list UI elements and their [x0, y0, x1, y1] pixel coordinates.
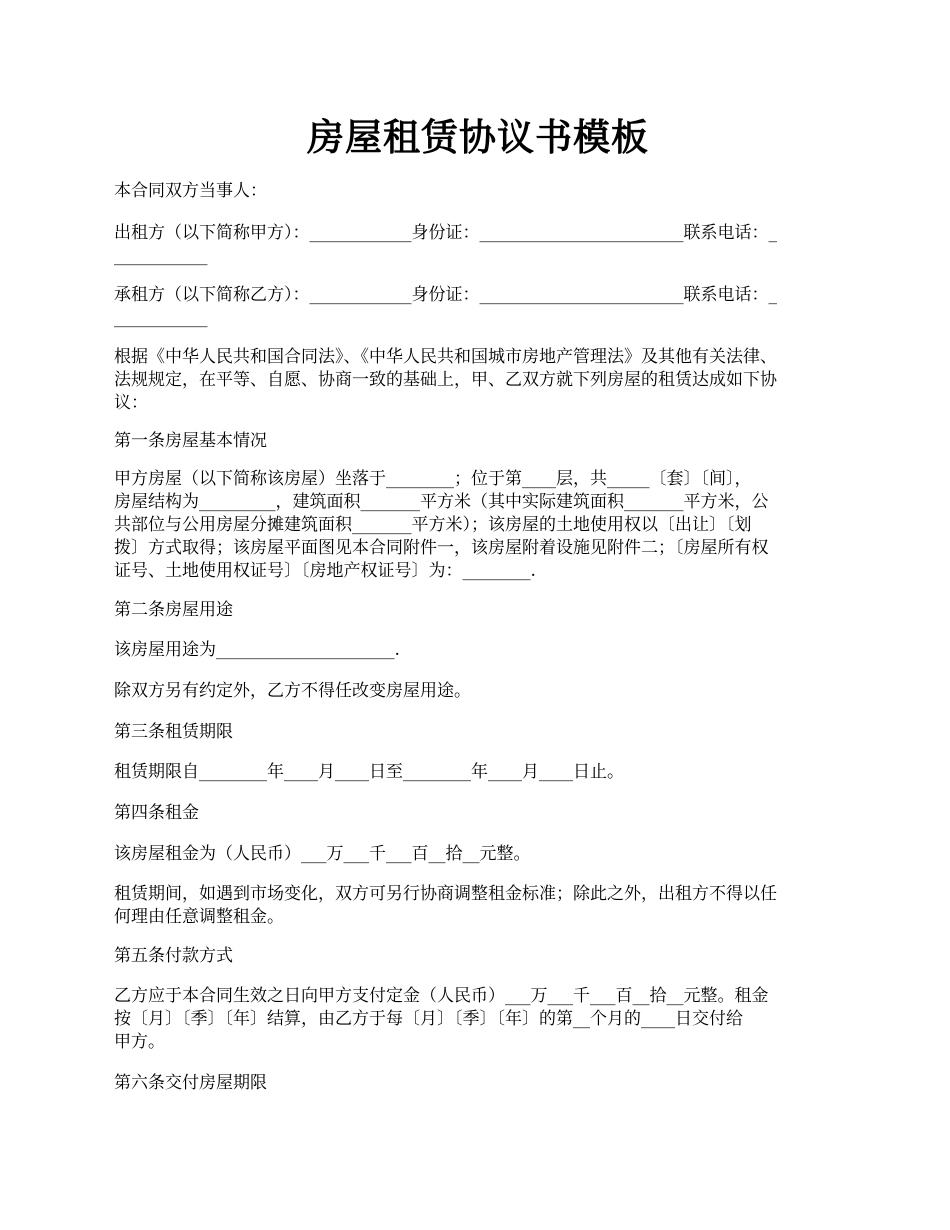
paragraph-lessor: 出租方（以下简称甲方）：____________身份证：________________________联系电话：_ ___________: [114, 223, 777, 266]
heading-article-3: 第三条租赁期限: [114, 722, 233, 742]
paragraph-article-4-adjust: 租赁期间，如遇到市场变化，双方可另行协商调整租金标准；除此之外，出租方不得以任 何理由任意调整租金。: [114, 884, 777, 927]
heading-article-2: 第二条房屋用途: [114, 600, 233, 620]
paragraph-parties: 本合同双方当事人：: [114, 181, 267, 201]
paragraph-article-2-restriction: 除双方另有约定外，乙方不得任改变房屋用途。: [114, 681, 471, 701]
heading-article-4: 第四条租金: [114, 803, 199, 823]
paragraph-article-1: 甲方房屋（以下简称该房屋）坐落于________；位于第____层，共_____〔套〕〔间〕， 房屋结构为_________，建筑面积_______平方米（其中实际建筑面积_______平方米，公 共部位与公用房屋分摊建筑面积_______平方米）；该房屋的土地使用权以〔出让〕〔划 拨〕方式取得；该房屋平面图见本合同附件一，该房屋附着设施见附件二；〔房屋所有权 证号、土地使用权证号〕〔房地产权证号〕为：________.: [114, 469, 769, 581]
heading-article-6: 第六条交付房屋期限: [114, 1073, 267, 1093]
heading-article-5: 第五条付款方式: [114, 946, 233, 966]
paragraph-article-3: 租赁期限自________年____月____日至________年____月____日止。: [114, 762, 624, 782]
paragraph-article-2-use: 该房屋用途为_____________________.: [114, 640, 400, 660]
paragraph-preamble: 根据《中华人民共和国合同法》、《中华人民共和国城市房地产管理法》及其他有关法律、 法规规定，在平等、自愿、协商一致的基础上，甲、乙双方就下列房屋的租赁达成如下协 议：: [114, 347, 777, 413]
heading-article-1: 第一条房屋基本情况: [114, 431, 267, 451]
paragraph-lessee: 承租方（以下简称乙方）：____________身份证：________________________联系电话：_ ___________: [114, 285, 777, 328]
document-title: 房屋租赁协议书模板: [307, 115, 649, 159]
paragraph-article-5: 乙方应于本合同生效之日向甲方支付定金（人民币）___万___千___百__拾__元整。租金 按〔月〕〔季〕〔年〕结算，由乙方于每〔月〕〔季〕〔年〕的第__个月的____日交付给 甲方。: [114, 986, 769, 1052]
paragraph-article-4-rent: 该房屋租金为（人民币）___万___千___百__拾__元整。: [114, 844, 531, 864]
